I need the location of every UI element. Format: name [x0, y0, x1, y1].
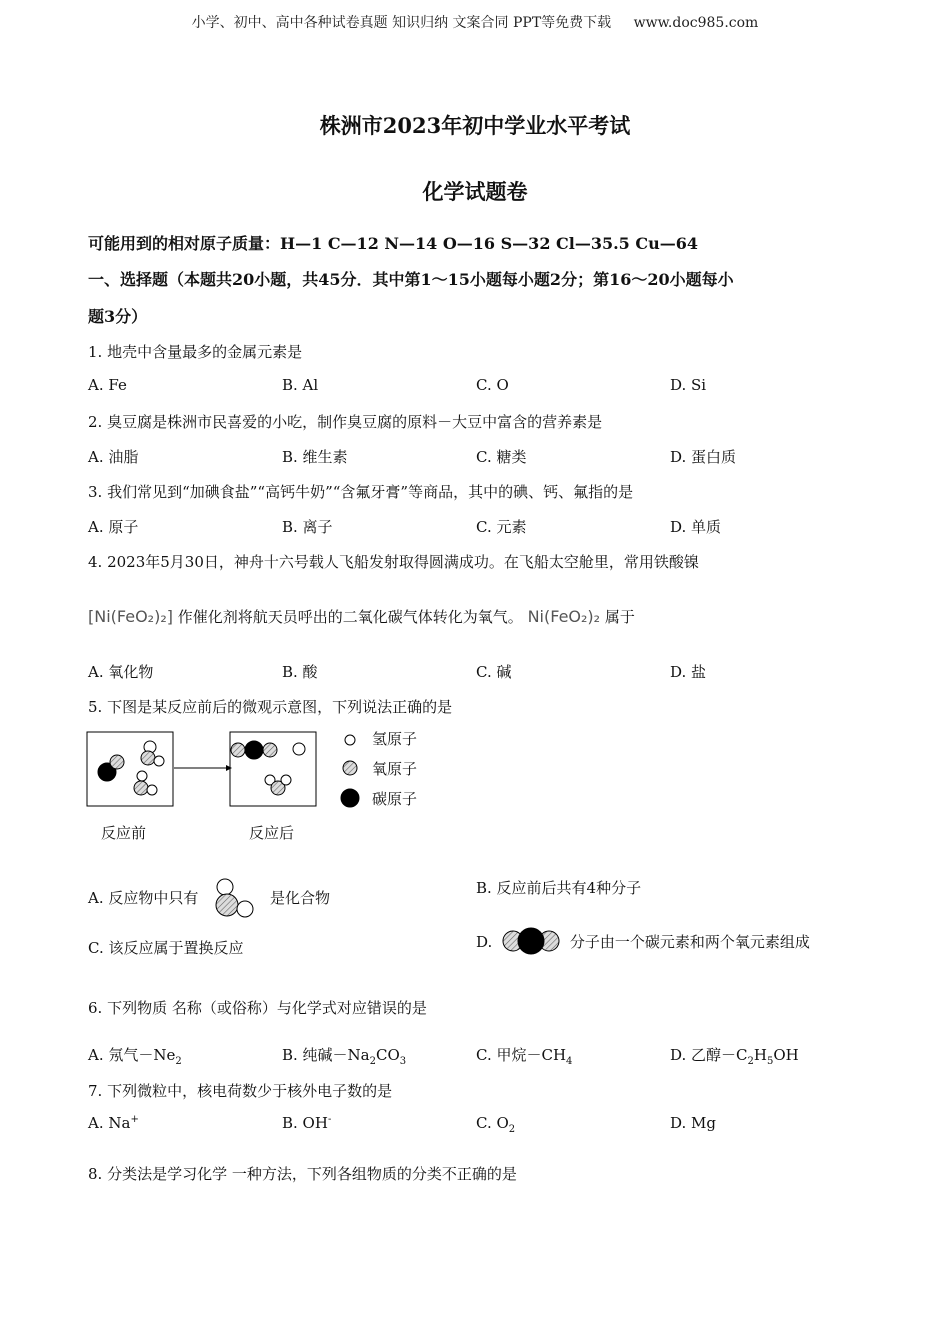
- question-stem: 1. 地壳中含量最多的金属元素是: [88, 343, 303, 361]
- hydrogen-atom: [293, 743, 305, 755]
- option-c[interactable]: C. $O_2$: [476, 1114, 516, 1135]
- question-stem: 2. 臭豆腐是株洲市民喜爱的小吃，制作臭豆腐的原料－大豆中富含的营养素是: [88, 413, 603, 431]
- option-b[interactable]: B. OH-: [282, 1114, 332, 1132]
- option-c[interactable]: C. 该反应属于置换反应: [88, 939, 244, 957]
- chemical-formula: Ni(FeO₂)₂: [527, 607, 601, 626]
- legend-hydrogen-icon: [345, 735, 355, 745]
- question-stem-cont: [88, 606, 635, 627]
- option-a[interactable]: A. 反应物中只有 是化合物: [88, 877, 330, 921]
- legend-oxygen-icon: [343, 761, 357, 775]
- oxygen-atom: [263, 743, 277, 757]
- atomic-mass-line: 可能用到的相对原子质量：H—1 C—12 N—14 O—16 S—32 Cl—35.5 Cu—64: [88, 234, 699, 253]
- oxygen-atom: [134, 781, 148, 795]
- option-b[interactable]: B. 维生素: [282, 448, 348, 466]
- reaction-diagram: [86, 730, 466, 850]
- chemical-formula: [Ni(FeO₂)₂]: [88, 607, 173, 626]
- legend-hydrogen: 氢原子: [372, 730, 418, 748]
- oxygen-atom: [231, 743, 245, 757]
- option-b[interactable]: B. Al: [282, 376, 319, 394]
- before-caption: 反应前: [101, 824, 147, 842]
- question-stem: 3. 我们常见到“加碘食盐”“高钙牛奶”“含氟牙膏”等商品，其中的碘、钙、氟指的是: [88, 483, 634, 501]
- legend-carbon: 碳原子: [372, 790, 418, 808]
- question-stem: 7. 下列微粒中，核电荷数少于核外电子数的是: [88, 1082, 393, 1100]
- option-c[interactable]: C. 元素: [476, 518, 527, 536]
- stem-text: 作催化剂将航天员呼出的二氧化碳气体转化为氧气。: [177, 608, 523, 626]
- hydrogen-atom: [154, 756, 164, 766]
- hydrogen-atom: [147, 785, 157, 795]
- option-a[interactable]: A. 油脂: [88, 448, 139, 466]
- question-stem: 4. 2023年5月30日，神舟十六号载人飞船发射取得圆满成功。在飞船太空舱里，常用铁酸镍: [88, 553, 699, 571]
- option-c[interactable]: C. 碱: [476, 663, 512, 681]
- header-url[interactable]: www.doc985.com: [633, 15, 759, 31]
- hydrogen-atom: [281, 775, 291, 785]
- option-d[interactable]: D. 盐: [670, 663, 707, 681]
- option-c[interactable]: C. 甲烷$-CH_4$: [476, 1046, 573, 1067]
- option-d[interactable]: D. 单质: [670, 518, 722, 536]
- legend-oxygen: 氧原子: [372, 760, 418, 778]
- exam-title: 株洲市2023年初中学业水平考试: [319, 113, 631, 138]
- hydrogen-atom: [137, 771, 147, 781]
- option-b[interactable]: B. 酸: [282, 663, 318, 681]
- option-b[interactable]: B. 反应前后共有4种分子: [476, 879, 642, 897]
- paper-title: 化学试题卷: [422, 179, 528, 204]
- question-stem: 6. 下列物质 名称（或俗称）与化学式对应错误的是: [88, 999, 427, 1017]
- page-header: [0, 12, 950, 32]
- water-molecule-icon: [209, 877, 259, 921]
- after-caption: 反应后: [249, 824, 295, 842]
- co2-molecule-icon: [501, 926, 561, 960]
- option-a[interactable]: A. Fe: [88, 376, 127, 394]
- option-d[interactable]: D. Mg: [670, 1114, 716, 1132]
- option-c[interactable]: C. O: [476, 376, 509, 394]
- option-b[interactable]: B. 纯碱$-Na_2CO_3$: [282, 1046, 407, 1067]
- question-stem: 8. 分类法是学习化学 一种方法，下列各组物质的分类不正确的是: [88, 1165, 517, 1183]
- option-d[interactable]: D. 蛋白质: [670, 448, 737, 466]
- option-a[interactable]: A. 原子: [88, 518, 139, 536]
- reaction-svg: [86, 730, 416, 810]
- section-heading-cont: 题3分）: [88, 307, 148, 326]
- oxygen-atom: [110, 755, 124, 769]
- option-d[interactable]: D. 分子由一个碳元素和两个氧元素组成: [476, 926, 810, 960]
- legend-carbon-icon: [341, 789, 359, 807]
- option-a[interactable]: A. 氖气$-Ne_2$: [88, 1046, 182, 1067]
- after-box: [230, 732, 316, 806]
- section-heading: 一、选择题（本题共20小题，共45分．其中第1～15小题每小题2分；第16～20小题每小: [88, 270, 734, 289]
- option-d[interactable]: D. Si: [670, 376, 707, 394]
- stem-text: 属于: [604, 608, 635, 626]
- carbon-atom: [245, 741, 263, 759]
- option-a[interactable]: A. 氧化物: [88, 663, 154, 681]
- option-d[interactable]: D. 乙醇$-C_2H_5OH$: [670, 1046, 799, 1067]
- option-c[interactable]: C. 糖类: [476, 448, 527, 466]
- oxygen-atom: [141, 751, 155, 765]
- option-a[interactable]: A. Na+: [88, 1114, 139, 1132]
- question-stem: 5. 下图是某反应前后的微观示意图，下列说法正确的是: [88, 698, 453, 716]
- option-b[interactable]: B. 离子: [282, 518, 333, 536]
- header-text: 小学、初中、高中各种试卷真题 知识归纳 文案合同 PPT等免费下载: [191, 15, 612, 31]
